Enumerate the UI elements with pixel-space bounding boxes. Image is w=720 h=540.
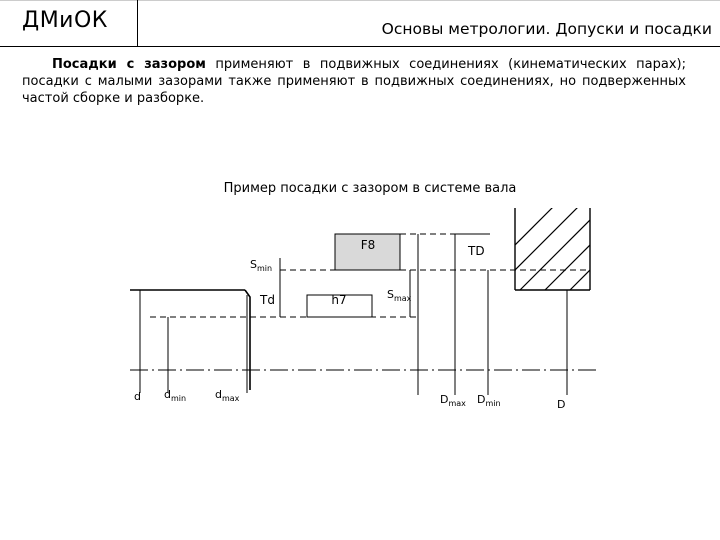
hole-wall-hatch: [470, 190, 670, 290]
hole-field-label: F8: [360, 238, 376, 252]
D-min-label: $D_{min}$: [477, 393, 501, 408]
d-label: d: [134, 390, 141, 403]
shaft-tolerance-label: Td: [260, 293, 275, 307]
intro-text: применяют в подвижных соединениях (кинематических парах); посадки с малыми зазорами также применяют в подвижных соединениях, но подверженных частой сборке и разборке.: [22, 57, 686, 106]
brand-label: ДМиОК: [22, 8, 108, 33]
s-max-label: $S_{max}$: [387, 288, 412, 303]
D-max-label: $D_{max}$: [440, 393, 466, 408]
d-max-label: $d_{max}$: [215, 388, 240, 403]
shaft-field-label: h7: [331, 293, 347, 307]
slide-title: Основы метрологии. Допуски и посадки: [381, 20, 712, 38]
D-label: D: [557, 398, 566, 411]
hole-tolerance-label: TD: [468, 244, 485, 258]
d-min-label: $d_{min}$: [164, 388, 187, 403]
s-min-label: $S_{min}$: [250, 258, 273, 273]
intro-term: Посадки с зазором: [52, 57, 206, 72]
diagram-caption: Пример посадки с зазором в системе вала: [223, 181, 517, 196]
